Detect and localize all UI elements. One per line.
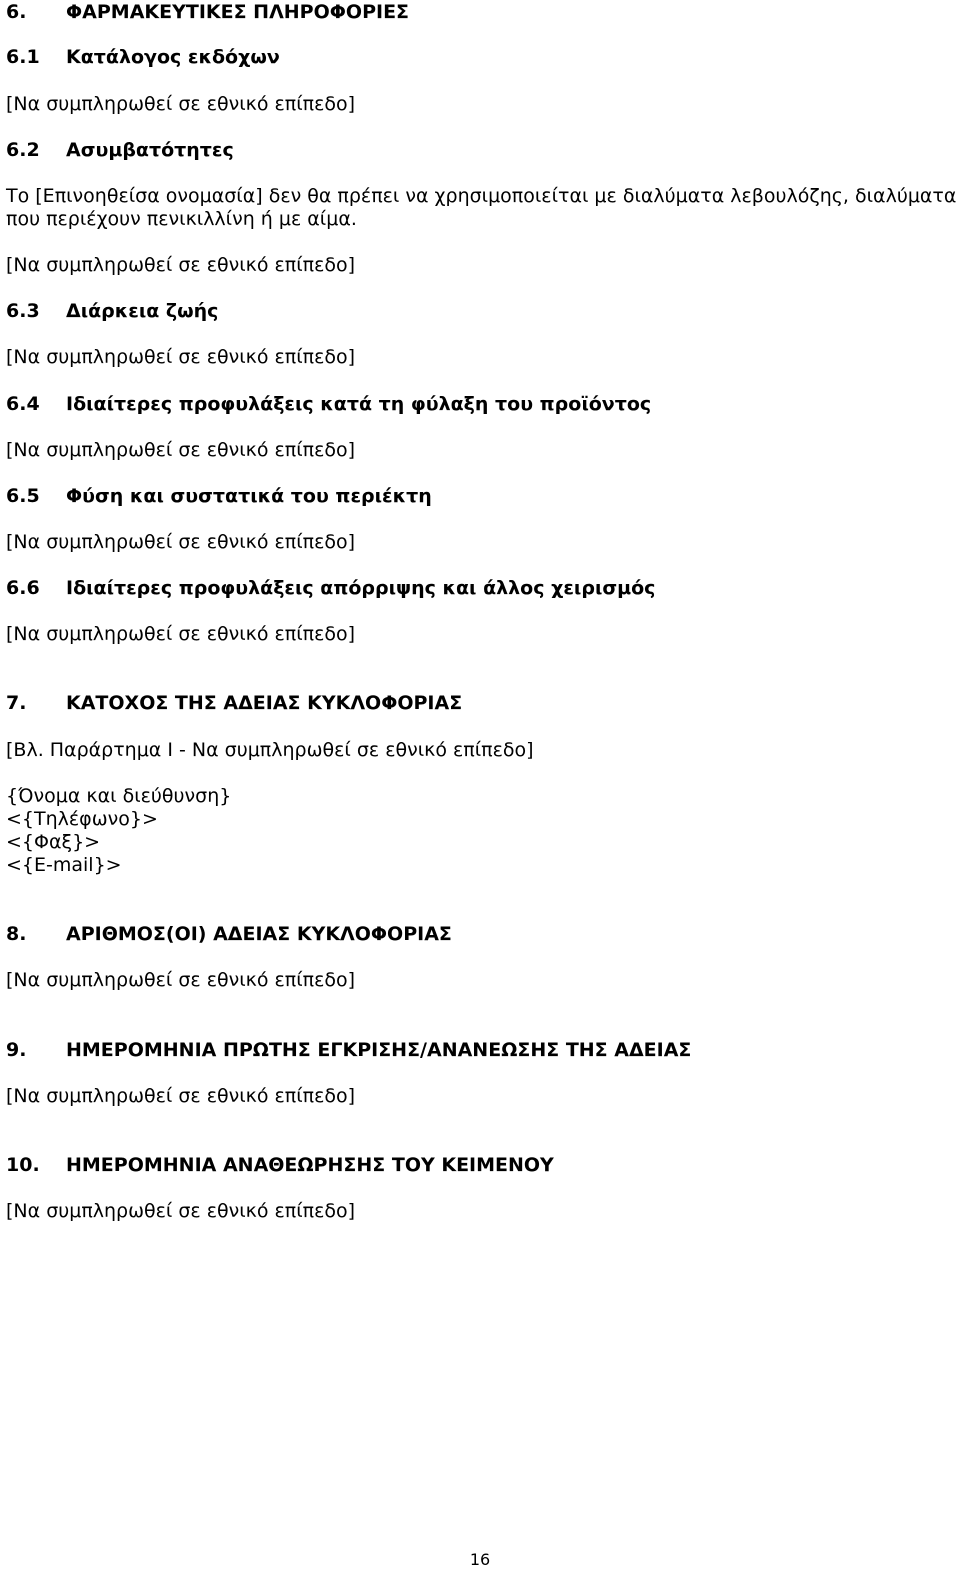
section-title: ΑΡΙΘΜΟΣ(ΟΙ) ΑΔΕΙΑΣ ΚΥΚΛΟΦΟΡΙΑΣ — [66, 923, 452, 945]
section-number: 6.2 — [6, 139, 40, 161]
section-6-1-heading — [6, 45, 280, 69]
section-6-4-body: [Να συμπληρωθεί σε εθνικό επίπεδο] — [6, 439, 356, 461]
section-6-2-body-line-2: που περιέχουν πενικιλλίνη ή με αίμα. — [6, 208, 357, 230]
contact-name-address: {Όνομα και διεύθυνση} — [6, 785, 232, 807]
section-number: 6. — [6, 1, 27, 23]
contact-email: <{E-mail}> — [6, 854, 122, 876]
section-number: 8. — [6, 923, 27, 945]
section-number: 6.4 — [6, 393, 40, 415]
section-10-body: [Να συμπληρωθεί σε εθνικό επίπεδο] — [6, 1200, 356, 1222]
section-6-6-body: [Να συμπληρωθεί σε εθνικό επίπεδο] — [6, 623, 356, 645]
section-6-5-body: [Να συμπληρωθεί σε εθνικό επίπεδο] — [6, 531, 356, 553]
section-title: ΚΑΤΟΧΟΣ ΤΗΣ ΑΔΕΙΑΣ ΚΥΚΛΟΦΟΡΙΑΣ — [66, 692, 463, 714]
section-6-5-heading — [6, 484, 432, 508]
section-number: 6.3 — [6, 300, 40, 322]
section-10-heading — [6, 1153, 554, 1177]
section-9-heading — [6, 1038, 691, 1062]
contact-phone: <{Τηλέφωνο}> — [6, 808, 158, 830]
section-title: Ιδιαίτερες προφυλάξεις απόρριψης και άλλος χειρισμός — [66, 577, 656, 599]
section-6-heading — [6, 0, 409, 24]
section-title: Ιδιαίτερες προφυλάξεις κατά τη φύλαξη του προϊόντος — [66, 393, 652, 415]
section-title: Διάρκεια ζωής — [66, 300, 219, 322]
section-8-body: [Να συμπληρωθεί σε εθνικό επίπεδο] — [6, 969, 356, 991]
section-title: ΗΜΕΡΟΜΗΝΙΑ ΑΝΑΘΕΩΡΗΣΗΣ ΤΟΥ ΚΕΙΜΕΝΟΥ — [66, 1154, 554, 1176]
section-9-body: [Να συμπληρωθεί σε εθνικό επίπεδο] — [6, 1085, 356, 1107]
section-6-2-heading — [6, 138, 234, 162]
section-title: ΗΜΕΡΟΜΗΝΙΑ ΠΡΩΤΗΣ ΕΓΚΡΙΣΗΣ/ΑΝΑΝΕΩΣΗΣ ΤΗΣ ΑΔΕΙΑΣ — [66, 1039, 692, 1061]
section-number: 6.1 — [6, 46, 40, 68]
section-6-3-heading — [6, 299, 218, 323]
section-title: ΦΑΡΜΑΚΕΥΤΙΚΕΣ ΠΛΗΡΟΦΟΡΙΕΣ — [66, 1, 410, 23]
section-title: Κατάλογος εκδόχων — [66, 46, 280, 68]
section-6-2-body-2: [Να συμπληρωθεί σε εθνικό επίπεδο] — [6, 254, 356, 276]
section-6-4-heading — [6, 392, 651, 416]
section-7-heading — [6, 691, 462, 715]
section-6-3-body: [Να συμπληρωθεί σε εθνικό επίπεδο] — [6, 346, 356, 368]
section-number: 9. — [6, 1039, 27, 1061]
section-title: Φύση και συστατικά του περιέκτη — [66, 485, 432, 507]
section-6-6-heading — [6, 576, 655, 600]
section-number: 6.5 — [6, 485, 40, 507]
section-number: 6.6 — [6, 577, 40, 599]
section-number: 10. — [6, 1154, 40, 1176]
section-number: 7. — [6, 692, 27, 714]
section-7-body: [Βλ. Παράρτημα I - Να συμπληρωθεί σε εθνικό επίπεδο] — [6, 739, 534, 761]
page-number: 16 — [469, 1550, 491, 1569]
section-6-1-body: [Να συμπληρωθεί σε εθνικό επίπεδο] — [6, 93, 356, 115]
section-title: Ασυμβατότητες — [66, 139, 234, 161]
contact-fax: <{Φαξ}> — [6, 831, 101, 853]
section-6-2-body-line-1: Το [Επινοηθείσα ονομασία] δεν θα πρέπει να χρησιμοποιείται με διαλύματα λεβουλόζης, διαλύματα — [6, 185, 957, 207]
section-8-heading — [6, 922, 452, 946]
